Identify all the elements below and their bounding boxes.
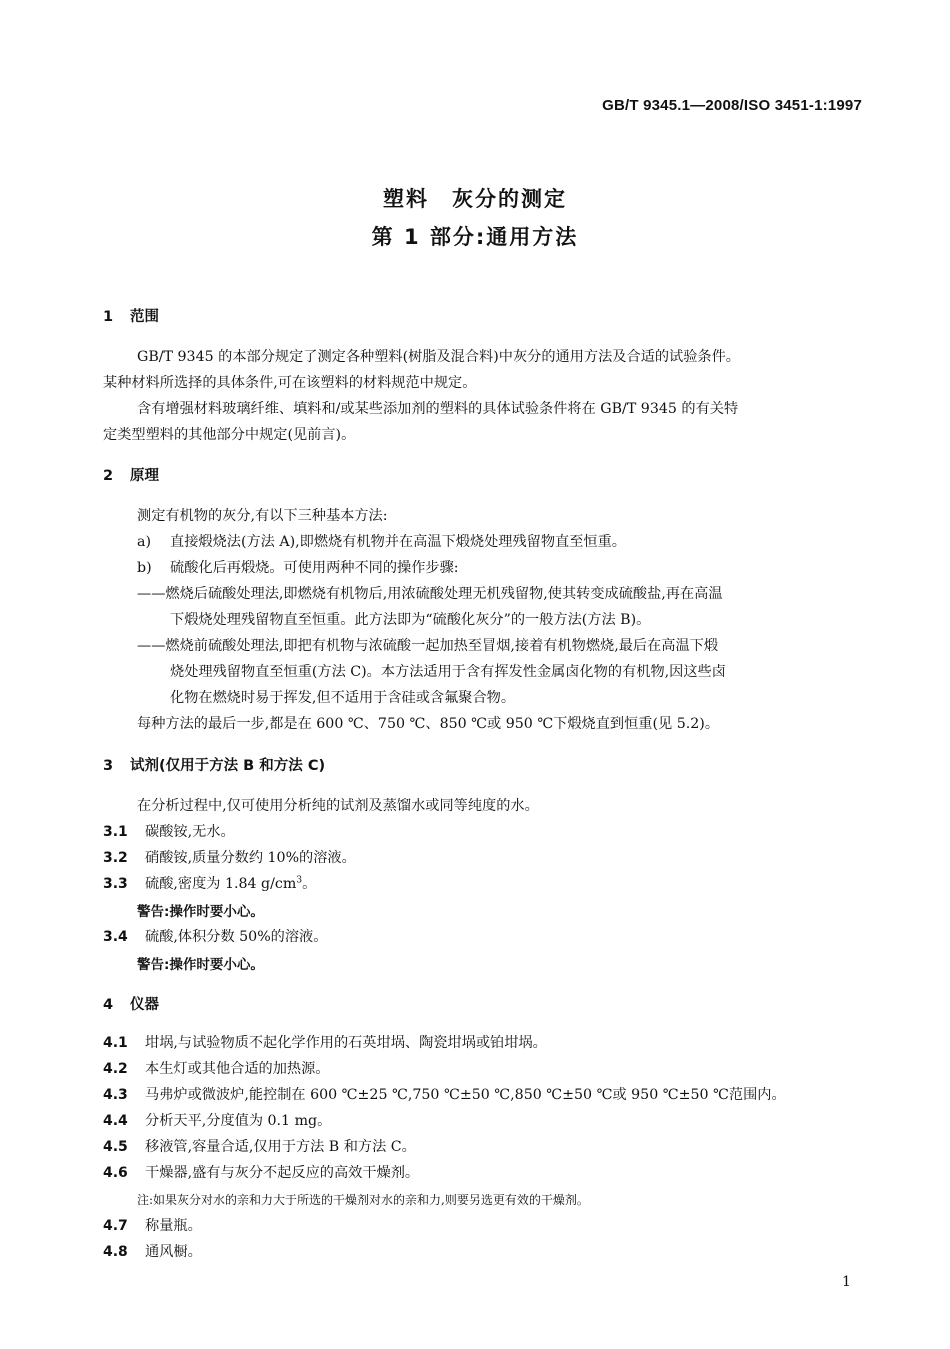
section-1-heading: 1 范围 — [103, 309, 159, 325]
paragraph: 每种方法的最后一步,都是在 600 ℃、750 ℃、850 ℃或 950 ℃下煅烧直到恒重(见 5.2)。 — [137, 716, 720, 732]
dash-item-continued: 烧处理残留物直至恒重(方法 C)。本方法适用于含有挥发性金属卤化物的有机物,因这些卤 — [170, 664, 726, 680]
clause-4-3: 4.3 马弗炉或微波炉,能控制在 600 ℃±25 ℃,750 ℃±50 ℃,850 ℃±50 ℃或 950 ℃±50 ℃范围内。 — [103, 1087, 786, 1103]
dash-item: ——燃烧前硫酸处理法,即把有机物与浓硫酸一起加热至冒烟,接着有机物燃烧,最后在高温下煅 — [137, 638, 719, 654]
clause-3-3: 3.3 硫酸,密度为 1.84 $g/cm^3$。 — [103, 875, 317, 892]
page-number: 1 — [842, 1274, 851, 1290]
warning-text: 警告:操作时要小心。 — [137, 957, 264, 973]
clause-4-2: 4.2 本生灯或其他合适的加热源。 — [103, 1061, 330, 1077]
dash-item-continued: 化物在燃烧时易于挥发,但不适用于含硅或含氟聚合物。 — [170, 690, 516, 706]
list-item: b) 硫酸化后再煅烧。可使用两种不同的操作步骤: — [137, 560, 459, 576]
clause-4-7: 4.7 称量瓶。 — [103, 1218, 202, 1234]
clause-3-4: 3.4 硫酸,体积分数 50%的溶液。 — [103, 929, 328, 945]
paragraph: 某种材料所选择的具体条件,可在该塑料的材料规范中规定。 — [103, 375, 477, 391]
paragraph: 测定有机物的灰分,有以下三种基本方法: — [137, 508, 388, 524]
standard-number: GB/T 9345.1—2008/ISO 3451-1:1997 — [602, 97, 862, 114]
clause-4-8: 4.8 通风橱。 — [103, 1244, 202, 1260]
paragraph: 含有增强材料玻璃纤维、填料和/或某些添加剂的塑料的具体试验条件将在 GB/T 9345 的有关特 — [137, 401, 739, 417]
clause-3-1: 3.1 碳酸铵,无水。 — [103, 824, 235, 840]
dash-item: ——燃烧后硫酸处理法,即燃烧有机物后,用浓硫酸处理无机残留物,使其转变成硫酸盐,再在高温 — [137, 586, 723, 602]
document-subtitle: 第 1 部分:通用方法 — [371, 225, 579, 249]
clause-4-1: 4.1 坩埚,与试验物质不起化学作用的石英坩埚、陶瓷坩埚或铂坩埚。 — [103, 1035, 547, 1051]
dash-item-continued: 下煅烧处理残留物直至恒重。此方法即为“硫酸化灰分”的一般方法(方法 B)。 — [170, 612, 651, 628]
paragraph: 在分析过程中,仅可使用分析纯的试剂及蒸馏水或同等纯度的水。 — [137, 798, 539, 814]
warning-text: 警告:操作时要小心。 — [137, 904, 264, 920]
section-2-heading: 2 原理 — [103, 468, 159, 484]
section-3-heading: 3 试剂(仅用于方法 B 和方法 C) — [103, 758, 326, 774]
note-text: 注:如果灰分对水的亲和力大于所选的干燥剂对水的亲和力,则要另选更有效的干燥剂。 — [137, 1193, 589, 1207]
clause-4-4: 4.4 分析天平,分度值为 0.1 mg。 — [103, 1113, 332, 1129]
clause-3-2: 3.2 硝酸铵,质量分数约 10%的溶液。 — [103, 850, 356, 866]
list-item: a) 直接煅烧法(方法 A),即燃烧有机物并在高温下煅烧处理残留物直至恒重。 — [137, 534, 626, 550]
clause-4-6: 4.6 干燥器,盛有与灰分不起反应的高效干燥剂。 — [103, 1165, 420, 1181]
clause-4-5: 4.5 移液管,容量合适,仅用于方法 B 和方法 C。 — [103, 1139, 416, 1155]
document-title: 塑料 灰分的测定 — [383, 187, 567, 211]
paragraph: GB/T 9345 的本部分规定了测定各种塑料(树脂及混合料)中灰分的通用方法及合适的试验条件。 — [137, 349, 740, 365]
paragraph: 定类型塑料的其他部分中规定(见前言)。 — [103, 427, 356, 443]
section-4-heading: 4 仪器 — [103, 997, 159, 1013]
